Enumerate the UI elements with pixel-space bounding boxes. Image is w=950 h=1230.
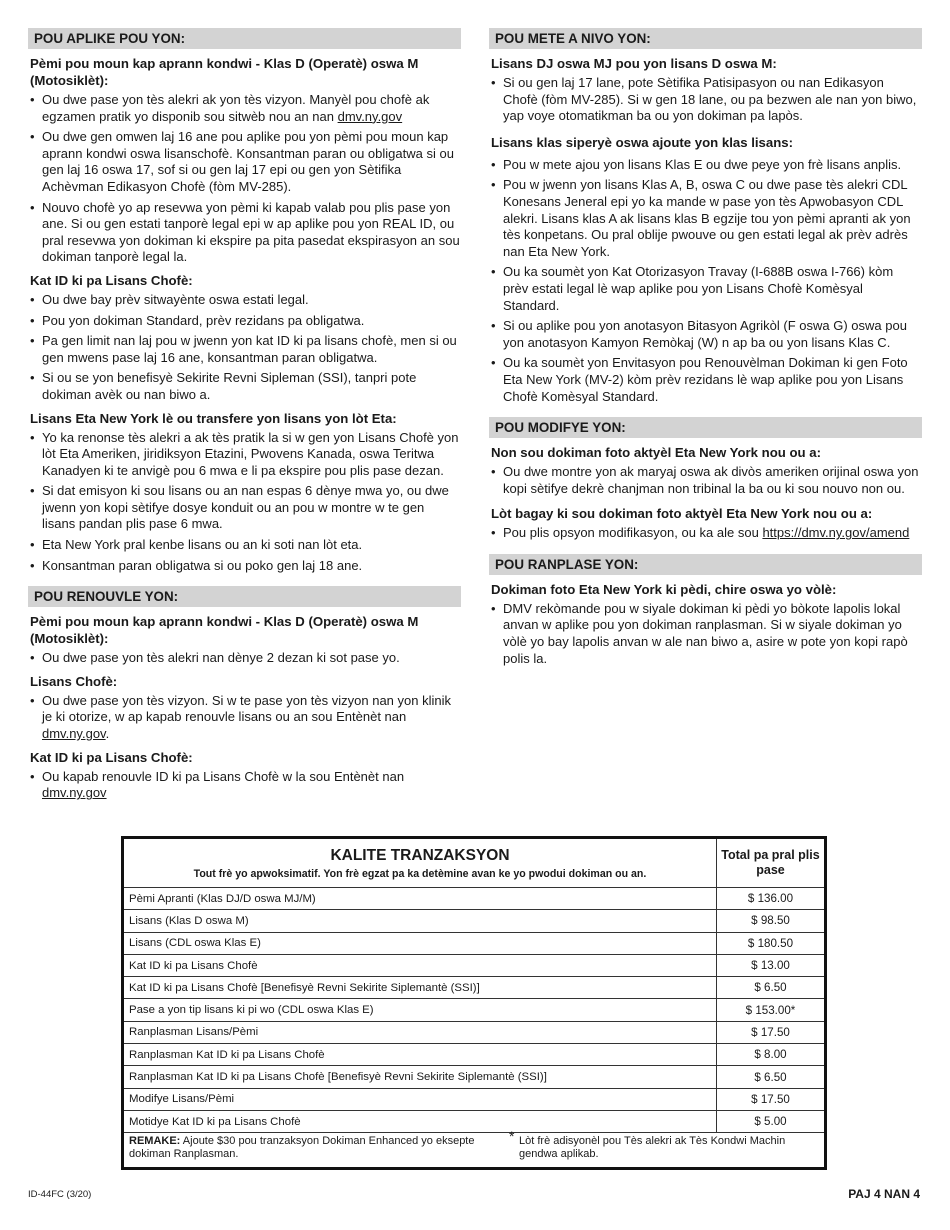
bullet-list — [489, 157, 922, 405]
fee-table — [121, 836, 827, 1170]
table-header — [124, 839, 824, 887]
list-item: • Yo ka renonse tès alekri a ak tès pratik la si w gen yon Lisans Chofè yon lòt Eta Ameriken, jiridiksyon Etazini, Pwovens Kanada, oswa Teritwa Kanadyen ki te anvigè pou 6 mwa e li pa ekspire pou plis pase dezan. — [28, 430, 461, 480]
subheading: Non sou dokiman foto aktyèl Eta New York nou ou a: — [491, 445, 821, 461]
list-item: • Ou dwe pase yon tès alekri nan dènye 2 dezan ki sot pase yo. — [28, 650, 461, 667]
list-item: • Nouvo chofè yo ap resevwa yon pèmi ki kapab valab pou plis pase yon ane. Si ou gen estati tanporè legal epi w ap aplike pou yon REAL ID, ou pral resevwa yon dokiman ki ekspire pa pita pasedat ekspirasyon an sou dokiman tanporè legal la. — [28, 200, 461, 266]
form-id: ID-44FC (3/20) — [28, 1189, 92, 1200]
row-fee: $ 98.50 — [751, 914, 790, 928]
total-header: Total pa pral plis pase — [721, 848, 820, 877]
list-item: • Si ou gen laj 17 lane, pote Sètifika Patisipasyon ou nan Edikasyon Chofè (fòm MV-285). Si w gen 18 lane, ou pa bezwen ale nan yon biwo, yap voye otomatikman ba ou yon dokiman pa lapòs. — [489, 75, 922, 125]
list-item: • Pa gen limit nan laj pou w jwenn yon kat ID ki pa lisans chofè, men si ou gen mwens pase laj 16 ane, konsantman paran obligatwa. — [28, 333, 461, 366]
list-item: • Ou ka soumèt yon Kat Otorizasyon Travay (I-688B oswa I-766) kòm prèv estati legal lè wap aplike pou yon Lisans Chofè Komèsyal Standard. — [489, 264, 922, 314]
list-item — [489, 525, 922, 542]
dmv-link[interactable]: dmv.ny.gov — [337, 108, 403, 124]
subheading: Lisans klas siperyè oswa ajoute yon klas lisans: — [491, 134, 793, 150]
bullet-text: Ou dwe pase yon tès alekri ak yon tès vizyon. Manyèl pou chofè ak egzamen pratik yo disponib sou sitwèb nou an nan — [42, 92, 430, 124]
list-item: • Konsantman paran obligatwa si ou poko gen laj 18 ane. — [28, 558, 461, 575]
amend-link[interactable]: https://dmv.ny.gov/amend — [762, 525, 910, 541]
bullet-list — [28, 650, 461, 667]
list-item: • Ou dwe bay prèv sitwayènte oswa estati legal. — [28, 292, 461, 309]
table-title-cell — [124, 839, 717, 887]
subheading: Lisans Eta New York lè ou transfere yon lisans yon lòt Eta: — [30, 410, 397, 426]
fee-note-text: Lòt frè adisyonèl pou Tès alekri ak Tès Kondwi Machin gendwa aplikab. — [519, 1135, 786, 1161]
bullet-text: . — [105, 726, 110, 742]
dmv-link[interactable]: dmv.ny.gov — [42, 785, 107, 801]
list-item: • Ou ka soumèt yon Envitasyon pou Renouvèlman Dokiman ki gen Foto Eta New York (MV-2) kòm prèv rezidans lè wap aplike pou yon Lisans Chofè Komèsyal Standard. — [489, 355, 922, 405]
bullet-text: Pou plis opsyon modifikasyon, ou ka ale sou — [503, 525, 763, 541]
row-fee: $ 17.50 — [751, 1092, 790, 1106]
row-description: Kat ID ki pa Lisans Chofè [Benefisyè Revni Sekirite Siplemantè (SSI)] — [124, 977, 717, 998]
list-item: • Ou dwe gen omwen laj 16 ane pou aplike pou yon pèmi pou moun kap aprann kondwi oswa lisanschofè. Konsantman paran ou obligatwa si ou gen laj 16 oswa 17, sof si ou gen laj 17 epi ou gen yon Sètifika Achèvman Edikasyon Chofè (fòm MV-285). — [28, 129, 461, 195]
table-row — [124, 1043, 824, 1065]
row-fee: $ 6.50 — [754, 1070, 787, 1084]
subheading: Kat ID ki pa Lisans Chofè: — [30, 749, 193, 765]
list-item: • Pou w jwenn yon lisans Klas A, B, oswa C ou dwe pase tès alekri CDL Konesans Jeneral epi yo ka mande w pase yon tès Apwobasyon CDL alekri. Lisans klas A ak lisans klas B egzije tou yon pèmi apranti ak yon tès konpetans. Ou pral oblije pwouve ou gen estati legal ak prèv adrès nan Eta New York. — [489, 177, 922, 260]
bullet-list — [28, 693, 461, 743]
table-row — [124, 1021, 824, 1043]
bullet-list — [489, 525, 922, 542]
subheading: Pèmi pou moun kap aprann kondwi - Klas D (Operatè) oswa M (Motosiklèt): — [30, 614, 419, 647]
dmv-link[interactable]: dmv.ny.gov — [42, 726, 106, 742]
list-item: • Eta New York pral kenbe lisans ou an ki soti nan lòt eta. — [28, 537, 461, 554]
section-header-renouvle: POU RENOUVLE YON: — [28, 586, 461, 607]
row-description: Pase a yon tip lisans ki pi wo (CDL oswa Klas E) — [124, 999, 717, 1020]
row-fee: $ 6.50 — [754, 981, 787, 995]
row-description: Modifye Lisans/Pèmi — [124, 1089, 717, 1110]
row-fee: $ 8.00 — [754, 1048, 787, 1062]
table-row — [124, 932, 824, 954]
section-header-mete: POU METE A NIVO YON: — [489, 28, 922, 49]
subheading: Kat ID ki pa Lisans Chofè: — [30, 272, 193, 288]
right-column — [489, 28, 922, 671]
bullet-text: Ou dwe pase yon tès vizyon. Si w te pase yon tès vizyon nan yon klinik je ki otorize, w ap kapab renouvle lisans ou an sou Entènèt nan — [42, 692, 451, 725]
row-description: Ranplasman Kat ID ki pa Lisans Chofè — [124, 1044, 717, 1065]
table-body — [124, 887, 824, 1132]
bullet-list — [28, 292, 461, 404]
table-footer — [124, 1128, 824, 1167]
list-item: • Si dat emisyon ki sou lisans ou an nan espas 6 dènye mwa yo, ou dwe jwenn yon kopi sètifye dosye konduit ou an pou w montre w te gen lisans pandan plis pase 6 mwa. — [28, 483, 461, 533]
row-fee: $ 13.00 — [751, 959, 790, 973]
bullet-list — [28, 769, 461, 802]
table-title: KALITE TRANZAKSYON — [330, 846, 510, 864]
row-fee: $ 136.00 — [747, 892, 794, 906]
subheading: Lisans DJ oswa MJ pou yon lisans D oswa M: — [491, 56, 777, 71]
bullet-list — [489, 75, 922, 125]
remake-text: Ajoute $30 pou tranzaksyon Dokiman Enhanced yo eksepte dokiman Ranplasman. — [129, 1135, 475, 1161]
list-item: • Pou w mete ajou yon lisans Klas E ou dwe peye yon frè lisans anplis. — [489, 157, 922, 174]
section-header-ranplase: POU RANPLASE YON: — [489, 554, 922, 575]
bullet-list — [28, 430, 461, 575]
table-row — [124, 909, 824, 931]
table-row — [124, 998, 824, 1020]
table-row — [124, 887, 824, 909]
row-description: Motidye Kat ID ki pa Lisans Chofè — [124, 1111, 717, 1132]
section-header-modifye: POU MODIFYE YON: — [489, 417, 922, 438]
list-item: • Pou yon dokiman Standard, prèv rezidans pa obligatwa. — [28, 313, 461, 330]
row-fee: $ 5.00 — [754, 1115, 787, 1129]
page-number: PAJ 4 NAN 4 — [848, 1187, 920, 1201]
section-header-aplike: POU APLIKE POU YON: — [28, 28, 461, 49]
row-fee: $ 153.00* — [745, 1003, 796, 1017]
list-item: • DMV rekòmande pou w siyale dokiman ki pèdi yo bòkote lapolis lokal anvan w aplike pou yon dokiman ranplasman. Si w siyale dokiman yo vòlè yo bay lapolis anvan w ale nan biwo a, asire w pote yon kopi rapò polis la. — [489, 601, 922, 667]
subheading: Dokiman foto Eta New York ki pèdi, chire oswa yo vòlè: — [491, 581, 837, 597]
subheading: Lisans Chofè: — [30, 673, 118, 689]
row-description: Lisans (CDL oswa Klas E) — [124, 933, 717, 954]
list-item — [28, 92, 461, 125]
list-item — [28, 769, 461, 802]
asterisk: * — [509, 1128, 515, 1145]
list-item: • Si ou aplike pou yon anotasyon Bitasyon Agrikòl (F oswa G) oswa pou yon anotasyon Kamyon Remòkaj (W) n ap ba ou yon lisans Klas C. — [489, 318, 922, 351]
row-description: Kat ID ki pa Lisans Chofè — [124, 955, 717, 976]
row-fee: $ 17.50 — [751, 1025, 790, 1039]
subheading: Lòt bagay ki sou dokiman foto aktyèl Eta New York nou ou a: — [491, 506, 873, 522]
table-row — [124, 1088, 824, 1110]
left-column — [28, 28, 461, 806]
table-row — [124, 954, 824, 976]
list-item — [28, 693, 461, 743]
bullet-text: Ou kapab renouvle ID ki pa Lisans Chofè w la sou Entènèt nan — [42, 768, 405, 784]
bullet-list — [28, 92, 461, 266]
row-description: Ranplasman Lisans/Pèmi — [124, 1022, 717, 1043]
table-row — [124, 1065, 824, 1087]
remake-note — [124, 1133, 509, 1167]
bullet-list — [489, 601, 922, 667]
table-row — [124, 976, 824, 998]
remake-label: REMAKE: — [129, 1135, 181, 1148]
row-fee: $ 180.50 — [747, 936, 794, 950]
subheading: Pèmi pou moun kap aprann kondwi - Klas D (Operatè) oswa M (Motosiklèt): — [30, 56, 419, 88]
table-subtitle: Tout frè yo apwoksimatif. Yon frè egzat pa ka detèmine avan ke yo pwodui dokiman ou an. — [193, 867, 647, 880]
table-row — [124, 1110, 824, 1132]
row-description: Pèmi Apranti (Klas DJ/D oswa MJ/M) — [124, 888, 717, 909]
bullet-list — [489, 464, 922, 497]
list-item: • Ou dwe montre yon ak maryaj oswa ak divòs ameriken orijinal oswa yon kopi sètifye dekrè chanjman non tribinal la ba ou ki sou nouvo non ou. — [489, 464, 922, 497]
fee-note — [509, 1128, 824, 1167]
row-description: Ranplasman Kat ID ki pa Lisans Chofè [Benefisyè Revni Sekirite Siplemantè (SSI)] — [124, 1066, 717, 1087]
list-item: • Si ou se yon benefisyè Sekirite Revni Sipleman (SSI), tanpri pote dokiman avèk ou nan biwo a. — [28, 370, 461, 403]
row-description: Lisans (Klas D oswa M) — [124, 910, 717, 931]
